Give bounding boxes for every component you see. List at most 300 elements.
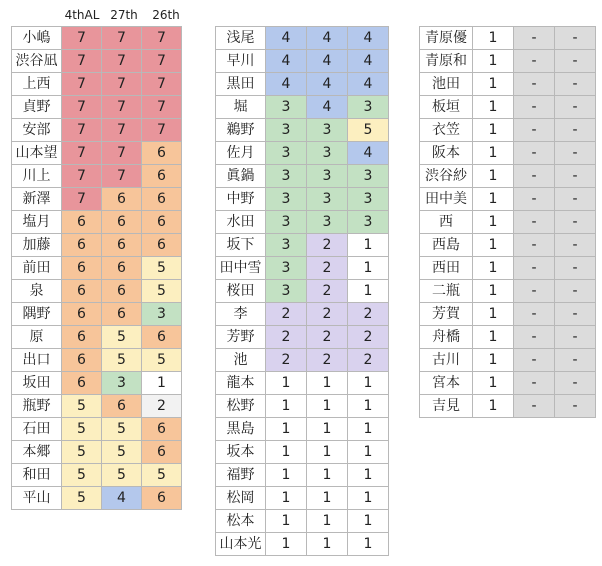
member-name-cell: 黒島 bbox=[216, 418, 266, 441]
table-row bbox=[12, 96, 182, 119]
count-cell: - bbox=[514, 234, 555, 257]
member-name-cell: 池 bbox=[216, 349, 266, 372]
count-cell: 4 bbox=[307, 27, 348, 50]
count-cell: - bbox=[514, 96, 555, 119]
member-name-cell: 渋谷凪 bbox=[12, 50, 62, 73]
table-row bbox=[216, 533, 389, 556]
member-name-cell: 舟橋 bbox=[420, 326, 473, 349]
member-name-cell: 浅尾 bbox=[216, 27, 266, 50]
count-cell: 7 bbox=[142, 96, 182, 119]
count-cell: - bbox=[555, 326, 596, 349]
count-cell: 3 bbox=[348, 96, 389, 119]
table-row bbox=[216, 165, 389, 188]
table-row bbox=[216, 257, 389, 280]
table-row bbox=[420, 257, 596, 280]
ranking-table-1 bbox=[11, 26, 182, 510]
table-row bbox=[216, 441, 389, 464]
table-row bbox=[420, 395, 596, 418]
count-cell: 2 bbox=[307, 303, 348, 326]
member-name-cell: 池田 bbox=[420, 73, 473, 96]
count-cell: 7 bbox=[62, 188, 102, 211]
count-cell: 7 bbox=[102, 142, 142, 165]
member-name-cell: 加藤 bbox=[12, 234, 62, 257]
count-cell: - bbox=[555, 142, 596, 165]
count-cell: - bbox=[514, 142, 555, 165]
count-cell: 1 bbox=[307, 418, 348, 441]
table-row bbox=[216, 303, 389, 326]
count-cell: - bbox=[514, 211, 555, 234]
table-row bbox=[12, 441, 182, 464]
table-row bbox=[12, 303, 182, 326]
count-cell: 3 bbox=[307, 142, 348, 165]
count-cell: 7 bbox=[62, 96, 102, 119]
count-cell: 1 bbox=[473, 119, 514, 142]
count-cell: 1 bbox=[473, 73, 514, 96]
member-name-cell: 松岡 bbox=[216, 487, 266, 510]
count-cell: 1 bbox=[473, 211, 514, 234]
member-name-cell: 前田 bbox=[12, 257, 62, 280]
count-cell: 1 bbox=[473, 142, 514, 165]
member-name-cell: 瓶野 bbox=[12, 395, 62, 418]
count-cell: 5 bbox=[102, 349, 142, 372]
count-cell: 3 bbox=[348, 211, 389, 234]
member-name-cell: 衣笠 bbox=[420, 119, 473, 142]
count-cell: - bbox=[555, 303, 596, 326]
count-cell: 3 bbox=[307, 188, 348, 211]
count-cell: - bbox=[555, 165, 596, 188]
count-cell: 6 bbox=[142, 418, 182, 441]
count-cell: - bbox=[514, 280, 555, 303]
count-cell: 4 bbox=[348, 27, 389, 50]
table-row bbox=[216, 349, 389, 372]
count-cell: 1 bbox=[307, 372, 348, 395]
count-cell: 7 bbox=[62, 119, 102, 142]
count-cell: 1 bbox=[266, 487, 307, 510]
member-name-cell: 田中雪 bbox=[216, 257, 266, 280]
count-cell: 7 bbox=[142, 27, 182, 50]
table-row bbox=[12, 50, 182, 73]
table-row bbox=[216, 395, 389, 418]
table-row bbox=[12, 418, 182, 441]
count-cell: 1 bbox=[348, 418, 389, 441]
count-cell: - bbox=[514, 372, 555, 395]
table-row bbox=[420, 372, 596, 395]
count-cell: 4 bbox=[307, 73, 348, 96]
count-cell: - bbox=[555, 372, 596, 395]
count-cell: 1 bbox=[307, 533, 348, 556]
count-cell: 6 bbox=[142, 487, 182, 510]
count-cell: - bbox=[555, 211, 596, 234]
count-cell: 4 bbox=[266, 73, 307, 96]
table-row bbox=[12, 73, 182, 96]
count-cell: 1 bbox=[307, 441, 348, 464]
count-cell: - bbox=[555, 50, 596, 73]
table-row bbox=[216, 372, 389, 395]
count-cell: - bbox=[514, 326, 555, 349]
count-cell: - bbox=[555, 119, 596, 142]
count-cell: 6 bbox=[142, 142, 182, 165]
count-cell: 5 bbox=[102, 326, 142, 349]
count-cell: 7 bbox=[102, 50, 142, 73]
table-row bbox=[216, 188, 389, 211]
count-cell: 1 bbox=[266, 441, 307, 464]
count-cell: 2 bbox=[307, 349, 348, 372]
count-cell: 7 bbox=[62, 73, 102, 96]
count-cell: 2 bbox=[266, 326, 307, 349]
table-row bbox=[12, 372, 182, 395]
count-cell: 1 bbox=[473, 50, 514, 73]
count-cell: 6 bbox=[142, 188, 182, 211]
member-name-cell: 田中美 bbox=[420, 188, 473, 211]
member-name-cell: 新澤 bbox=[12, 188, 62, 211]
count-cell: 1 bbox=[266, 510, 307, 533]
count-cell: 7 bbox=[142, 119, 182, 142]
count-cell: 4 bbox=[307, 96, 348, 119]
count-cell: 6 bbox=[142, 234, 182, 257]
member-name-cell: 原 bbox=[12, 326, 62, 349]
count-cell: 6 bbox=[62, 349, 102, 372]
count-cell: 5 bbox=[102, 441, 142, 464]
count-cell: 4 bbox=[266, 27, 307, 50]
count-cell: 1 bbox=[473, 27, 514, 50]
table-row bbox=[216, 27, 389, 50]
count-cell: 5 bbox=[62, 418, 102, 441]
table-row bbox=[420, 234, 596, 257]
count-cell: 3 bbox=[266, 96, 307, 119]
member-name-cell: 貞野 bbox=[12, 96, 62, 119]
count-cell: - bbox=[555, 349, 596, 372]
count-cell: 1 bbox=[307, 487, 348, 510]
table-row bbox=[216, 96, 389, 119]
count-cell: - bbox=[514, 303, 555, 326]
member-name-cell: 出口 bbox=[12, 349, 62, 372]
count-cell: - bbox=[555, 234, 596, 257]
header-26th: 26th bbox=[152, 8, 180, 22]
count-cell: 6 bbox=[102, 211, 142, 234]
table-row bbox=[12, 395, 182, 418]
table-row bbox=[12, 119, 182, 142]
count-cell: 1 bbox=[266, 464, 307, 487]
count-cell: 1 bbox=[142, 372, 182, 395]
member-name-cell: 西 bbox=[420, 211, 473, 234]
count-cell: 7 bbox=[62, 165, 102, 188]
member-name-cell: 松野 bbox=[216, 395, 266, 418]
member-name-cell: 坂田 bbox=[12, 372, 62, 395]
member-name-cell: 小嶋 bbox=[12, 27, 62, 50]
member-name-cell: 川上 bbox=[12, 165, 62, 188]
count-cell: - bbox=[514, 50, 555, 73]
count-cell: 1 bbox=[348, 533, 389, 556]
count-cell: 3 bbox=[307, 119, 348, 142]
table-row bbox=[12, 464, 182, 487]
count-cell: 6 bbox=[142, 165, 182, 188]
count-cell: 6 bbox=[62, 211, 102, 234]
count-cell: 5 bbox=[142, 257, 182, 280]
member-name-cell: 堀 bbox=[216, 96, 266, 119]
member-name-cell: 李 bbox=[216, 303, 266, 326]
count-cell: - bbox=[514, 349, 555, 372]
member-name-cell: 平山 bbox=[12, 487, 62, 510]
count-cell: - bbox=[514, 188, 555, 211]
member-name-cell: 坂下 bbox=[216, 234, 266, 257]
table-row bbox=[420, 119, 596, 142]
count-cell: 1 bbox=[473, 234, 514, 257]
table-row bbox=[216, 280, 389, 303]
member-name-cell: 桜田 bbox=[216, 280, 266, 303]
count-cell: 6 bbox=[62, 372, 102, 395]
member-name-cell: 宮本 bbox=[420, 372, 473, 395]
count-cell: 6 bbox=[102, 395, 142, 418]
count-cell: 4 bbox=[102, 487, 142, 510]
count-cell: 6 bbox=[62, 257, 102, 280]
count-cell: 7 bbox=[102, 96, 142, 119]
member-name-cell: 鵜野 bbox=[216, 119, 266, 142]
count-cell: 2 bbox=[142, 395, 182, 418]
count-cell: 5 bbox=[102, 464, 142, 487]
member-name-cell: 佐月 bbox=[216, 142, 266, 165]
member-name-cell: 芳野 bbox=[216, 326, 266, 349]
count-cell: 1 bbox=[348, 395, 389, 418]
table-row bbox=[216, 487, 389, 510]
table-row bbox=[216, 142, 389, 165]
table-row bbox=[12, 188, 182, 211]
count-cell: 6 bbox=[102, 257, 142, 280]
count-cell: 6 bbox=[142, 441, 182, 464]
count-cell: 1 bbox=[473, 372, 514, 395]
count-cell: 5 bbox=[142, 349, 182, 372]
count-cell: 1 bbox=[266, 372, 307, 395]
count-cell: 1 bbox=[266, 418, 307, 441]
member-name-cell: 安部 bbox=[12, 119, 62, 142]
count-cell: 2 bbox=[348, 303, 389, 326]
header-4thal: 4thAL bbox=[64, 8, 100, 22]
count-cell: 6 bbox=[102, 303, 142, 326]
table-row bbox=[420, 349, 596, 372]
count-cell: 1 bbox=[473, 188, 514, 211]
table-row bbox=[12, 234, 182, 257]
table-row bbox=[420, 73, 596, 96]
count-cell: 1 bbox=[473, 326, 514, 349]
table-row bbox=[12, 142, 182, 165]
table-row bbox=[420, 188, 596, 211]
count-cell: 7 bbox=[62, 142, 102, 165]
count-cell: 7 bbox=[62, 50, 102, 73]
table-row bbox=[216, 211, 389, 234]
count-cell: 7 bbox=[102, 165, 142, 188]
table-row bbox=[216, 73, 389, 96]
table-row bbox=[216, 234, 389, 257]
table-row bbox=[12, 280, 182, 303]
count-cell: 1 bbox=[348, 234, 389, 257]
table-row bbox=[420, 280, 596, 303]
count-cell: 4 bbox=[348, 50, 389, 73]
count-cell: 7 bbox=[102, 119, 142, 142]
table-row bbox=[12, 211, 182, 234]
count-cell: 7 bbox=[102, 27, 142, 50]
count-cell: 3 bbox=[348, 165, 389, 188]
count-cell: 4 bbox=[307, 50, 348, 73]
table-row bbox=[12, 257, 182, 280]
count-cell: 1 bbox=[473, 395, 514, 418]
count-cell: 5 bbox=[142, 464, 182, 487]
member-name-cell: 吉見 bbox=[420, 395, 473, 418]
count-cell: 1 bbox=[348, 372, 389, 395]
count-cell: 1 bbox=[348, 487, 389, 510]
count-cell: 1 bbox=[473, 349, 514, 372]
count-cell: 3 bbox=[266, 119, 307, 142]
count-cell: 6 bbox=[142, 326, 182, 349]
member-name-cell: 福野 bbox=[216, 464, 266, 487]
count-cell: 1 bbox=[473, 96, 514, 119]
count-cell: 6 bbox=[102, 188, 142, 211]
table-row bbox=[12, 487, 182, 510]
member-name-cell: 石田 bbox=[12, 418, 62, 441]
member-name-cell: 西島 bbox=[420, 234, 473, 257]
member-name-cell: 本郷 bbox=[12, 441, 62, 464]
member-name-cell: 西田 bbox=[420, 257, 473, 280]
member-name-cell: 隅野 bbox=[12, 303, 62, 326]
count-cell: 4 bbox=[266, 50, 307, 73]
count-cell: - bbox=[555, 96, 596, 119]
count-cell: - bbox=[555, 395, 596, 418]
ranking-table-2 bbox=[215, 26, 389, 556]
count-cell: 1 bbox=[307, 464, 348, 487]
member-name-cell: 黒田 bbox=[216, 73, 266, 96]
table-row bbox=[216, 418, 389, 441]
member-name-cell: 和田 bbox=[12, 464, 62, 487]
table-row bbox=[216, 50, 389, 73]
count-cell: 3 bbox=[348, 188, 389, 211]
count-cell: - bbox=[514, 73, 555, 96]
count-cell: 3 bbox=[102, 372, 142, 395]
count-cell: - bbox=[555, 27, 596, 50]
count-cell: 6 bbox=[62, 326, 102, 349]
count-cell: 4 bbox=[348, 73, 389, 96]
count-cell: 1 bbox=[307, 510, 348, 533]
table-row bbox=[216, 464, 389, 487]
count-cell: 3 bbox=[266, 165, 307, 188]
count-cell: 6 bbox=[142, 211, 182, 234]
table-row bbox=[216, 119, 389, 142]
count-cell: - bbox=[555, 257, 596, 280]
member-name-cell: 塩月 bbox=[12, 211, 62, 234]
count-cell: - bbox=[514, 257, 555, 280]
table-row bbox=[12, 165, 182, 188]
member-name-cell: 古川 bbox=[420, 349, 473, 372]
member-name-cell: 青原優 bbox=[420, 27, 473, 50]
count-cell: 7 bbox=[142, 73, 182, 96]
count-cell: - bbox=[514, 165, 555, 188]
table-row bbox=[420, 142, 596, 165]
count-cell: 3 bbox=[266, 234, 307, 257]
count-cell: 2 bbox=[348, 349, 389, 372]
count-cell: - bbox=[555, 280, 596, 303]
count-cell: 1 bbox=[266, 395, 307, 418]
ranking-table-3 bbox=[419, 26, 596, 418]
count-cell: 6 bbox=[102, 234, 142, 257]
count-cell: 5 bbox=[62, 464, 102, 487]
count-cell: 1 bbox=[266, 533, 307, 556]
member-name-cell: 上西 bbox=[12, 73, 62, 96]
count-cell: - bbox=[555, 73, 596, 96]
count-cell: 3 bbox=[266, 280, 307, 303]
table-row bbox=[216, 326, 389, 349]
member-name-cell: 青原和 bbox=[420, 50, 473, 73]
member-name-cell: 渋谷紗 bbox=[420, 165, 473, 188]
table-row bbox=[420, 303, 596, 326]
table-row bbox=[420, 211, 596, 234]
member-name-cell: 松本 bbox=[216, 510, 266, 533]
count-cell: - bbox=[514, 119, 555, 142]
count-cell: 1 bbox=[473, 280, 514, 303]
member-name-cell: 坂本 bbox=[216, 441, 266, 464]
member-name-cell: 水田 bbox=[216, 211, 266, 234]
count-cell: 4 bbox=[348, 142, 389, 165]
count-cell: 3 bbox=[307, 165, 348, 188]
count-cell: 3 bbox=[266, 188, 307, 211]
table-row bbox=[420, 326, 596, 349]
count-cell: 1 bbox=[348, 510, 389, 533]
table-row bbox=[420, 50, 596, 73]
member-name-cell: 龍本 bbox=[216, 372, 266, 395]
count-cell: 2 bbox=[307, 234, 348, 257]
table-row bbox=[216, 510, 389, 533]
count-cell: 6 bbox=[62, 303, 102, 326]
count-cell: 1 bbox=[473, 303, 514, 326]
count-cell: 5 bbox=[62, 487, 102, 510]
count-cell: 6 bbox=[62, 234, 102, 257]
count-cell: 3 bbox=[307, 211, 348, 234]
count-cell: 5 bbox=[142, 280, 182, 303]
count-cell: 2 bbox=[307, 257, 348, 280]
count-cell: 1 bbox=[348, 257, 389, 280]
count-cell: 1 bbox=[473, 165, 514, 188]
table-row bbox=[420, 165, 596, 188]
count-cell: 3 bbox=[142, 303, 182, 326]
count-cell: 1 bbox=[307, 395, 348, 418]
count-cell: 5 bbox=[62, 395, 102, 418]
member-name-cell: 山本光 bbox=[216, 533, 266, 556]
count-cell: 5 bbox=[102, 418, 142, 441]
count-cell: 2 bbox=[266, 349, 307, 372]
count-cell: 3 bbox=[266, 211, 307, 234]
count-cell: 5 bbox=[62, 441, 102, 464]
header-27th: 27th bbox=[110, 8, 138, 22]
table-row bbox=[12, 27, 182, 50]
table-row bbox=[12, 326, 182, 349]
count-cell: 6 bbox=[102, 280, 142, 303]
member-name-cell: 芳賀 bbox=[420, 303, 473, 326]
member-name-cell: 早川 bbox=[216, 50, 266, 73]
count-cell: 7 bbox=[102, 73, 142, 96]
member-name-cell: 中野 bbox=[216, 188, 266, 211]
count-cell: 7 bbox=[62, 27, 102, 50]
count-cell: 1 bbox=[348, 441, 389, 464]
table-row bbox=[420, 27, 596, 50]
member-name-cell: 眞鍋 bbox=[216, 165, 266, 188]
count-cell: 3 bbox=[266, 142, 307, 165]
count-cell: 1 bbox=[348, 280, 389, 303]
count-cell: 2 bbox=[266, 303, 307, 326]
count-cell: 2 bbox=[348, 326, 389, 349]
count-cell: 3 bbox=[266, 257, 307, 280]
count-cell: 6 bbox=[62, 280, 102, 303]
count-cell: 1 bbox=[473, 257, 514, 280]
table-row bbox=[12, 349, 182, 372]
member-name-cell: 板垣 bbox=[420, 96, 473, 119]
count-cell: 2 bbox=[307, 326, 348, 349]
count-cell: 1 bbox=[348, 464, 389, 487]
